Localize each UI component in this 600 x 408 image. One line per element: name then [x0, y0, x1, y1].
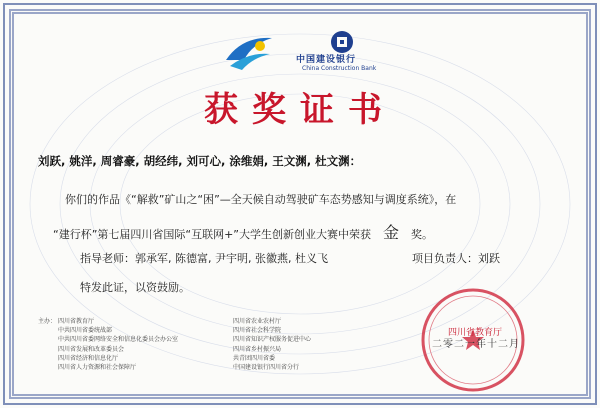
body-line-2 [53, 220, 433, 243]
issue-date: 二零二一年十二月 [432, 339, 520, 350]
host-item: 四川省教育厅 [58, 318, 95, 325]
bank-name-en: China Construction Bank [302, 65, 377, 72]
body-line-2-post: 奖。 [411, 228, 434, 241]
host-item: 四川省知识产权服务促进中心 [233, 336, 312, 344]
host-label: 主办： [38, 318, 57, 325]
host-item: 共青团四川省委 [233, 354, 276, 362]
host-item: 四川省农业农村厅 [233, 318, 282, 325]
certificate-title: 获奖证书 [204, 90, 396, 130]
advisors: 指导老师：郭承军, 陈德富, 尹宇明, 张徽燕, 杜义飞 [80, 252, 328, 265]
winner-names: 刘跃, 姚洋, 周睿豪, 胡经纬, 刘可心, 涂维娟, 王文渊, 杜文渊： [38, 154, 362, 168]
host-item: 四川省人力资源和社会保障厅 [58, 364, 137, 372]
host-item: 中国建设银行四川省分行 [233, 364, 300, 372]
body-line-1: 你们的作品《“解救”矿山之“困”—全天候自动驾驶矿车态势感知与调度系统》，在 [65, 193, 457, 206]
host-column-2 [233, 317, 403, 372]
contest-logo-icon [222, 30, 276, 74]
host-item: 中共四川省委网络安全和信息化委员会办公室 [58, 336, 179, 344]
host-item: 四川省乡村振兴局 [233, 345, 282, 353]
host-organizations [38, 317, 418, 401]
project-leader: 项目负责人：刘跃 [412, 252, 500, 265]
host-item: 四川省发展和改革委员会 [58, 345, 125, 353]
host-item: 四川省经济和信息化厅 [58, 354, 119, 362]
host-item: 四川省社会科学院 [233, 327, 282, 335]
host-item: 中共四川省委统战部 [58, 327, 113, 335]
seal-name: 四川省教育厅 [448, 328, 503, 338]
bank-name-cn: 中国建设银行 [296, 55, 357, 65]
host-column-1 [58, 317, 228, 372]
prize-level: 金 [383, 223, 400, 242]
body-line-2-pre: “建行杯”第七届四川省国际“互联网+”大学生创新创业大赛中荣获 [53, 228, 372, 241]
closing-text: 特发此证，以资鼓励。 [80, 281, 190, 294]
bank-logo-icon [330, 30, 354, 54]
logo-bar [0, 28, 600, 78]
